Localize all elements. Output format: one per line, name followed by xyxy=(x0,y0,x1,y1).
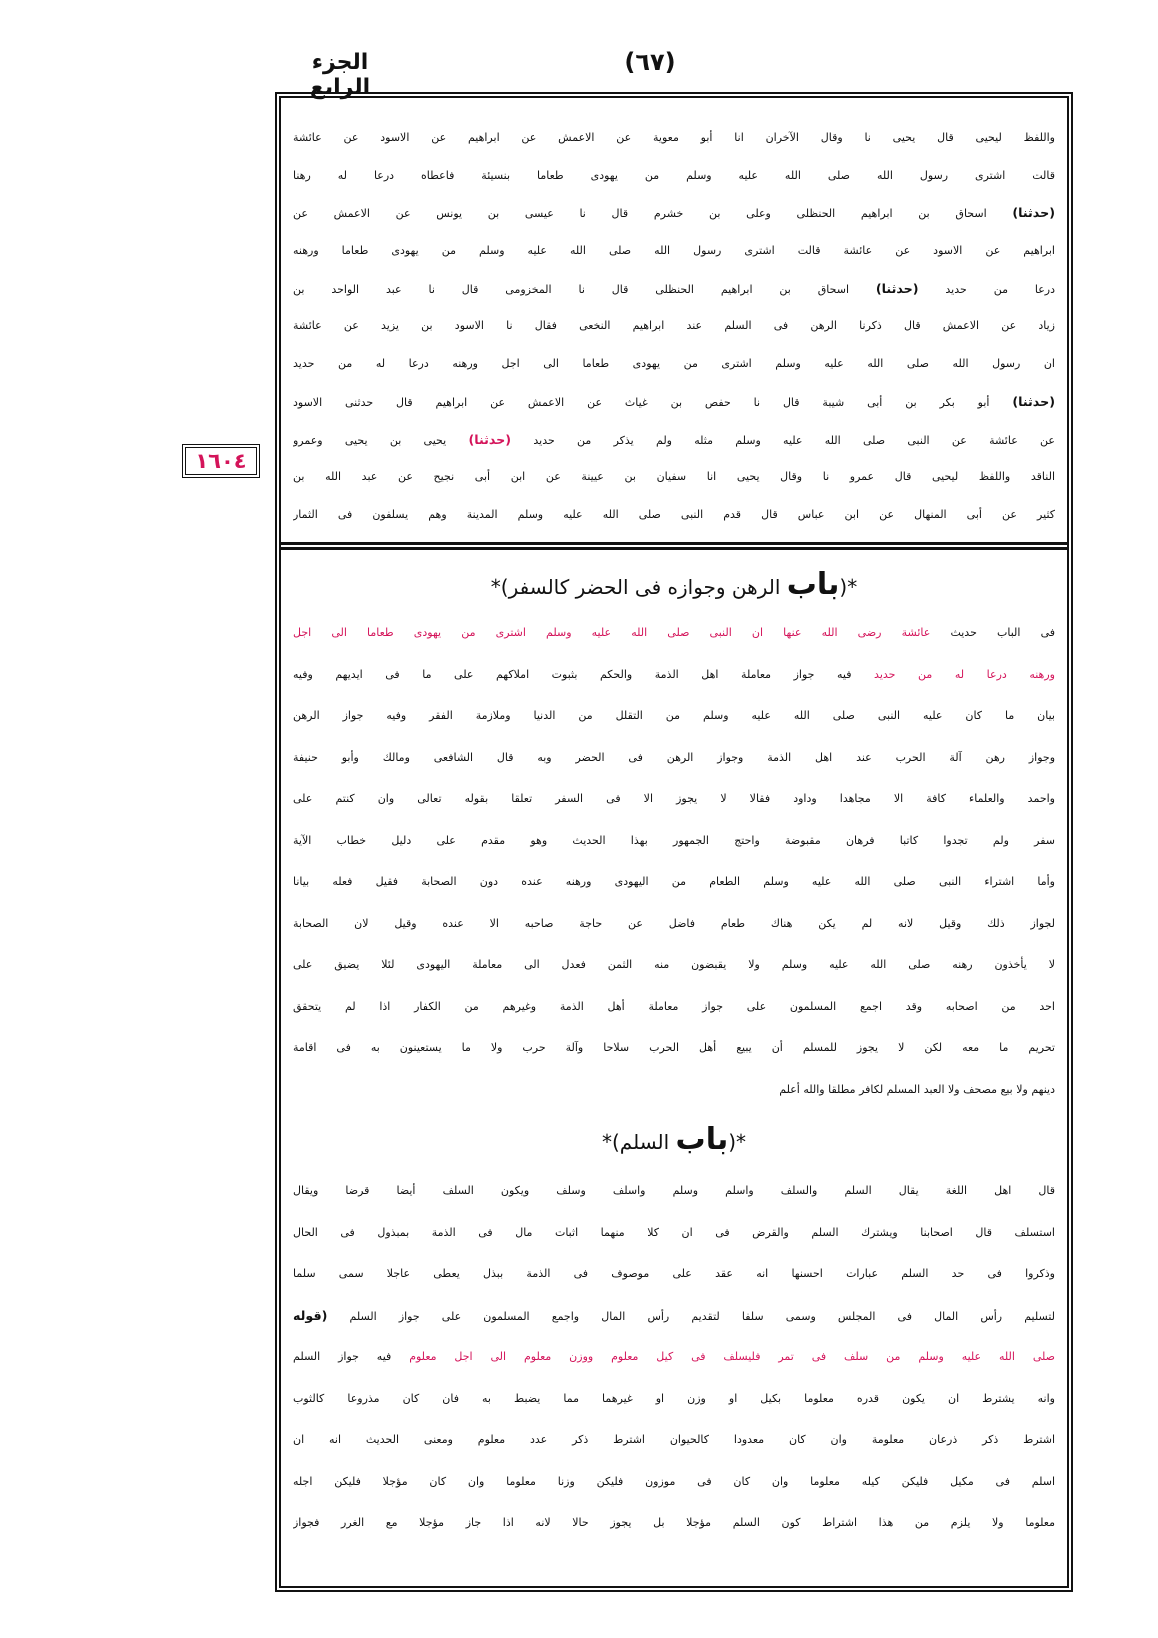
commentary-line xyxy=(293,1378,1055,1420)
text-run: ان رسول الله صلى الله عليه وسلم اشترى من يهودى طعاما الى اجل ورهنه درعا له من حديد xyxy=(293,357,1055,371)
hadith-line xyxy=(293,345,1055,383)
text-run: اسحاق بن ابراهيم الحنظلى قال نا المخزومى قال نا عبد الواحد بن xyxy=(293,282,876,296)
hadith-line xyxy=(293,270,1055,308)
commentary-panel xyxy=(281,550,1067,1586)
commentary-line xyxy=(293,1212,1055,1254)
text-run: عن عائشة عن النبى صلى الله عليه وسلم مثله ولم يذكر من حديد xyxy=(511,433,1055,447)
quoted-hadith-text: عائشة رضى الله عنها ان النبى صلى الله عليه وسلم اشترى من يهودى طعاما الى اجل xyxy=(293,626,931,639)
hadith-line xyxy=(293,119,1055,157)
text-run: واللفظ ليحيى قال يحيى نا وقال الآخران انا أبو معوية عن الاعمش عن ابراهيم عن الاسود عن عائشة xyxy=(293,131,1055,144)
commentary-line xyxy=(293,612,1055,654)
text-run: لا يأخذون رهنه صلى الله عليه وسلم ولا يقبضون منه الثمن فعدل الى معاملة اليهودى لئلا يضيق على xyxy=(293,958,1055,971)
text-run: درعا من حديد xyxy=(918,282,1055,296)
commentary-line xyxy=(293,861,1055,903)
text-run: الناقد واللفظ ليحيى قال عمرو نا وقال يحيى انا سفيان بن عيينة عن ابن أبى نجيح عن عبد الله بن xyxy=(293,470,1055,484)
text-run: سفر ولم تجدوا كاتبا فرهان مقبوضة واحتج الجمهور بهذا الحديث وهو مقدم على دليل خطاب الآية xyxy=(293,833,1055,847)
volume-label: الجزء الرابع xyxy=(309,50,371,100)
commentary-line xyxy=(293,654,1055,696)
text-run: وجواز رهن آلة الحرب عند اهل الذمة وجواز الرهن فى الحضر وبه قال الشافعى ومالك وأبو حنيفة xyxy=(293,750,1055,764)
chapter-salam-body xyxy=(293,1170,1055,1544)
hadith-number-badge: ١٦٠٤ xyxy=(182,444,260,478)
chapter-rahn-body xyxy=(293,612,1055,1110)
chapter-title-rahn xyxy=(293,558,1055,612)
page-number: (٦٧) xyxy=(624,48,676,76)
text-run: استسلف قال اصحابنا ويشترك السلم والقرض فى ان كلا منهما اثبات مال فى الذمة بمبذول فى الحال xyxy=(293,1225,1055,1239)
hadith-line xyxy=(293,421,1055,459)
commentary-line xyxy=(293,778,1055,820)
chapter-title xyxy=(293,1110,1055,1170)
text-run: معلوما ولا يلزم من هذا اشتراط كون السلم مؤجلا بل يجوز حالا لانه اذا جاز مؤجلا مع الغرر فجواز xyxy=(293,1516,1055,1529)
hadith-text-panel xyxy=(281,98,1067,550)
hadith-line xyxy=(293,458,1055,496)
text-run: *( xyxy=(839,575,858,599)
text-run: أبو بكر بن أبى شيبة قال نا حفص بن غياث عن الاعمش عن ابراهيم قال حدثنى الاسود xyxy=(293,395,1013,409)
text-run: وذكروا فى حد السلم عبارات احسنها انه عقد على موصوف فى الذمة ببذل يعطى عاجلا سمى سلما xyxy=(293,1267,1055,1280)
text-run: لتسليم رأس المال فى المجلس وسمى سلفا لتقديم رأس المال واجمع المسلمون على جواز السلم xyxy=(327,1309,1055,1323)
text-run: لجواز ذلك وقيل لانه لم يكن هناك طعام فاضل عن حاجة صاحبه الا عنده وقيل لان الصحابة xyxy=(293,916,1055,930)
commentary-line xyxy=(293,1069,1055,1111)
text-run: وانه يشترط ان يكون قدره معلوما بكيل او وزن او غيرهما مما يضبط به فان كان مذروعا كالثوب xyxy=(293,1391,1055,1405)
text-run: وأما اشتراء النبى صلى الله عليه وسلم الطعام من اليهودى ورهنه عنده دون الصحابة فقيل فعله بيانا xyxy=(293,875,1055,888)
narration-keyword: (حدثنا) xyxy=(1012,205,1055,221)
commentary-line xyxy=(293,1336,1055,1378)
hadith-line xyxy=(293,383,1055,421)
text-run: دينهم ولا بيع مصحف ولا العبد المسلم لكافر مطلقا والله أعلم xyxy=(779,1082,1055,1096)
text-run: كثير عن أبى المنهال عن ابن عباس قال قدم النبى صلى الله عليه وسلم المدينة وهم يسلفون فى الثمار xyxy=(293,507,1055,521)
commentary-line xyxy=(293,737,1055,779)
text-run: زياد عن الاعمش قال ذكرنا الرهن فى السلم عند ابراهيم النخعى فقال نا الاسود بن يزيد عن عائشة xyxy=(293,319,1055,333)
commentary-line xyxy=(293,1253,1055,1295)
chapter-title-salam xyxy=(293,1110,1055,1170)
commentary-line xyxy=(293,944,1055,986)
text-run: ابراهيم عن الاسود عن عائشة قالت اشترى رسول الله صلى الله عليه وسلم من يهودى طعاما ورهنه xyxy=(293,244,1055,258)
commentary-line xyxy=(293,903,1055,945)
commentary-line xyxy=(293,1502,1055,1544)
text-run: الرهن وجوازه فى الحضر كالسفر)* xyxy=(490,575,787,599)
narration-keyword: (حدثنا) xyxy=(1012,393,1055,409)
commentary-line xyxy=(293,1170,1055,1212)
quoted-hadith-text: ورهنه درعا له من حديد xyxy=(874,667,1055,681)
text-run: واحمد والعلماء كافة الا مجاهدا وداود فقالا لا يجوز الا فى السفر تعلقا بقوله تعالى وان كنتم على xyxy=(293,792,1055,805)
text-run: فى الباب حديث xyxy=(930,626,1055,639)
hadith-line xyxy=(293,157,1055,195)
text-run: يحيى بن يحيى وعمرو xyxy=(293,433,469,447)
commentary-line xyxy=(293,986,1055,1028)
commentary-line xyxy=(293,1295,1055,1337)
text-run: فيه جواز السلم xyxy=(293,1350,410,1363)
chapter-keyword: باب xyxy=(675,1122,729,1157)
hadith-line xyxy=(293,232,1055,270)
quoted-hadith-text: صلى الله عليه وسلم من سلف فى تمر فليسلف فى كيل معلوم ووزن معلوم الى اجل معلوم xyxy=(409,1350,1055,1363)
narration-keyword: (حدثنا) xyxy=(468,431,512,447)
commentary-line xyxy=(293,1419,1055,1461)
text-run: قالت اشترى رسول الله صلى الله عليه وسلم من يهودى طعاما بنسيئة فاعطاه درعا له رهنا xyxy=(293,168,1055,182)
page-frame xyxy=(275,92,1073,1592)
text-run: السلم)* xyxy=(601,1130,676,1154)
hadith-line xyxy=(293,194,1055,232)
commentary-line xyxy=(293,695,1055,737)
chapter-keyword: باب xyxy=(786,567,840,602)
commentary-line xyxy=(293,1027,1055,1069)
text-run: قال اهل اللغة يقال السلم والسلف واسلم وسلم واسلف وسلف ويكون السلف أيضا قرضا ويقال xyxy=(293,1184,1055,1197)
chapter-salam xyxy=(293,1110,1055,1544)
hadith-line xyxy=(293,496,1055,534)
text-run: تحريم ما معه لكن لا يجوز للمسلم أن يبيع أهل الحرب سلاحا وآلة حرب ولا ما يستعينون به فى اقامة xyxy=(293,1041,1055,1054)
chapter-rahn xyxy=(293,558,1055,1110)
commentary-line xyxy=(293,1461,1055,1503)
chapter-title xyxy=(293,558,1055,612)
text-run: بيان ما كان عليه النبى صلى الله عليه وسلم من التقلل من الدنيا وملازمة الفقر وفيه جواز الرهن xyxy=(293,709,1055,722)
commentary-line xyxy=(293,820,1055,862)
narration-keyword: (قوله xyxy=(293,1307,328,1323)
text-run: فيه جواز معاملة اهل الذمة والحكم بثبوت املاكهم على ما فى ايديهم وفيه xyxy=(293,667,875,681)
text-run: اشترط ذكر ذرعان معلومة وان كان معدودا كالحيوان اشترط ذكر عدد معلوم ومعنى الحديث انه ان xyxy=(293,1433,1055,1446)
hadith-line xyxy=(293,307,1055,345)
text-run: احد من اصحابه وقد اجمع المسلمون على جواز معاملة أهل الذمة وغيرهم من الكفار اذا لم يتحقق xyxy=(293,999,1055,1013)
narration-keyword: (حدثنا) xyxy=(875,280,919,296)
text-run: اسحاق بن ابراهيم الحنظلى وعلى بن خشرم قال نا عيسى بن يونس عن الاعمش عن xyxy=(293,207,1013,221)
text-run: اسلم فى مكيل فليكن كيله معلوما وان كان فى موزون فليكن وزنا معلوما وان كان مؤجلا فليكن اجله xyxy=(293,1474,1055,1488)
text-run: *( xyxy=(728,1130,747,1154)
